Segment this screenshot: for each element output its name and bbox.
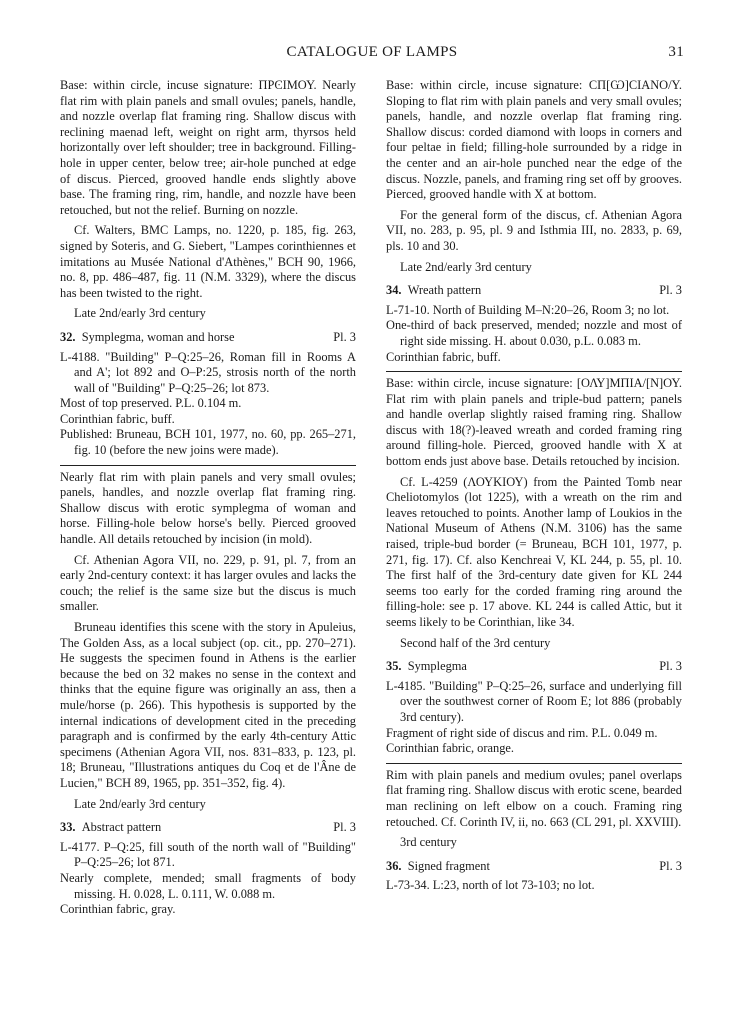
left-column (60, 78, 356, 924)
entry-32-published: Published: Bruneau, BCH 101, 1977, no. 60, pp. 265–271, fig. 10 (before the new joins were made). (60, 427, 356, 458)
entry-33-description: Base: within circle, incuse signature: CΠ[Ѡ]CIANO/Y. Sloping to flat rim with plain panels and very small ovules; panels, handle, and nozzle overlap flat framing ring. Shallow discus: corded diamond with loops in corners and four peltae in field; filling-hole surrounded by a ridge in the center and an air-hole punched near the edge of the discus. Nozzle, panels, and framing ring set off by grooves. Pierced, grooved handle with X at bottom. (386, 78, 682, 202)
entry-35-title: Symplegma (407, 659, 467, 674)
entry-33-fabric: Corinthian fabric, gray. (60, 902, 176, 917)
entry-33-date: Late 2nd/early 3rd century (400, 259, 532, 274)
entry-32-comparanda: Cf. Athenian Agora VII, no. 229, p. 91, pl. 7, from an early 2nd-century context: it has larger ovules and lacks the couch; the relief is the same size but the discus is much smaller. (60, 552, 356, 614)
entry-33-metadata (60, 840, 356, 918)
entry-31-date: Late 2nd/early 3rd century (74, 306, 206, 321)
entry-35-preservation: Fragment of right side of discus and rim. P.L. 0.049 m. (386, 725, 658, 740)
entry-34-description: Base: within circle, incuse signature: [ΟΛΥ]ΜΠΙΑ/[Ν]ΟΥ. Flat rim with plain panels and triple-bud pattern; panels and handle overlap slightly raised framing ring. Shallow discus with 18(?)-leaved wreath and corded framing ring around filling-hole. Pierced, grooved handle with X at bottom ends just above base. Details retouched by incision. (386, 376, 682, 469)
entry-36-number: 36. (386, 858, 402, 873)
entry-32-discussion: Bruneau identifies this scene with the story in Apuleius, The Golden Ass, as a local subject (op. cit., pp. 270–271). He suggests the specimen found in Athens is the earlier because the bed on 32 makes no sense in the context and thinks that the equine figure was originally an ass, then a mule/horse (p. 266). This hypothesis is supported by the internal indications of development cited in the preceding paragraph and is confirmed by the early 4th-century Attic specimens (Athenian Agora VII, nos. 831–833, p. 123, pl. 18; Bruneau, "Illustrations antiques du Coq et de l'Âne de Lucien," BCH 89, 1965, pp. 351–352, fig. 4). (60, 620, 356, 790)
entry-36-inventory: L-73-34. L:23, north of lot 73-103; no lot. (386, 878, 595, 893)
entry-31-comparanda: Cf. Walters, BMC Lamps, no. 1220, p. 185, fig. 263, signed by Soteris, and G. Siebert, "Lampes corinthiennes et imitations au Musée National d'Athènes," BCH 90, 1966, no. 8, pp. 486–487, fig. 11 (N.M. 3329), where the discus has been twisted to the right. (60, 223, 356, 300)
entry-35-plate: Pl. 3 (659, 659, 682, 674)
entry-31-description: Base: within circle, incuse signature: ΠΡϾΙΜΟΥ. Nearly flat rim with plain panels and small ovules; panels, handle, and nozzle overlap flat framing ring. Shallow discus with reclining maenad left, weight on right arm, thyrsos held horizontally over left shoulder; tree in background. Filling-hole in upper center, below tree; air-hole punched at edge of discus. Pierced, grooved handle ends slightly above base. The framing ring, rim, handle, and nozzle have been retouched, but not the relief. Burning on nozzle. (60, 78, 356, 217)
entry-35-metadata (386, 679, 682, 757)
entry-32-description: Nearly flat rim with plain panels and very small ovules; panels, handles, and nozzle overlap flat framing ring. Shallow discus with erotic symplegma of woman and horse. Filling-hole below horse's belly. Pierced grooved handle. All details retouched by incision (in mold). (60, 469, 356, 547)
entry-34-inventory: L-71-10. North of Building M–N:20–26, Room 3; no lot. (386, 302, 670, 317)
entry-35-number: 35. (386, 659, 402, 674)
entry-34-comparanda: Cf. L-4259 (ΛΟΥΚΙΟΥ) from the Painted Tomb near Cheliotomylos (lot 1225), with a wreath on the rim and leaves retouched to points. Another lamp of Loukios in the National Museum of Athens (N.M. 3106) has the same raised, triple-bud border (= Bruneau, BCH 101, 1977, p. 271, fig. 17). Cf. also Kenchreai V, KL 244, p. 55, pl. 10. The first half of the 3rd-century date given for KL 244 seems too early for the corded framing ring around the filling-hole: see p. 17 above. KL 244 is called Attic, but it seems likely to be Corinthian, like 34. (386, 474, 682, 629)
entry-34-plate: Pl. 3 (659, 283, 682, 298)
entry-34-preservation: One-third of back preserved, mended; nozzle and most of right side missing. H. about 0.030, p.L. 0.083 m. (386, 318, 682, 348)
entry-36-heading (386, 859, 682, 875)
entry-33-preservation: Nearly complete, mended; small fragments of body missing. H. 0.028, L. 0.111, W. 0.088 m. (60, 870, 356, 901)
entry-34-date: Second half of the 3rd century (400, 635, 551, 650)
entry-34-fabric: Corinthian fabric, buff. (386, 349, 501, 364)
right-column (386, 78, 682, 900)
entry-35-divider (386, 763, 682, 764)
entry-35-inventory: L-4185. "Building" P–Q:25–26, surface and underlying fill over the southwest corner of Room E; lot 886 (probably 3rd century). (386, 678, 682, 724)
entry-32-number: 32. (60, 329, 76, 344)
entry-33-comparanda: For the general form of the discus, cf. Athenian Agora VII, no. 283, p. 95, pl. 9 and Isthmia III, no. 2833, p. 69, pls. 10 and 30. (386, 207, 682, 253)
entry-32-plate: Pl. 3 (333, 329, 356, 344)
entry-36-title: Signed fragment (407, 858, 490, 873)
running-title: CATALOGUE OF LAMPS (286, 44, 458, 60)
entry-36-metadata (386, 878, 682, 894)
entry-34-heading (386, 283, 682, 299)
entry-34-metadata (386, 303, 682, 365)
entry-33-inventory: L-4177. P–Q:25, fill south of the north wall of "Building" P–Q:25–26; lot 871. (60, 839, 356, 870)
entry-35-description: Rim with plain panels and medium ovules; panel overlaps flat framing ring. Shallow discus with erotic scene, bearded man reclining on left elbow on a couch. Framing ring retouched. Cf. Corinth IV, ii, no. 663 (CL 291, pl. XXVIII). (386, 767, 682, 829)
entry-33-heading (60, 820, 356, 836)
entry-32-divider (60, 465, 356, 466)
entry-33-number: 33. (60, 820, 76, 835)
entry-32-fabric: Corinthian fabric, buff. (60, 411, 175, 426)
entry-32-preservation: Most of top preserved. P.L. 0.104 m. (60, 396, 242, 411)
entry-32-metadata (60, 350, 356, 459)
running-head (60, 44, 684, 64)
entry-35-fabric: Corinthian fabric, orange. (386, 741, 514, 756)
entry-35-date: 3rd century (400, 835, 457, 850)
entry-32-heading (60, 330, 356, 346)
entry-32-title: Symplegma, woman and horse (81, 329, 235, 344)
entry-34-title: Wreath pattern (407, 283, 482, 298)
entry-32-date: Late 2nd/early 3rd century (74, 796, 206, 811)
page-number: 31 (668, 44, 684, 60)
entry-32-inventory: L-4188. "Building" P–Q:25–26, Roman fill in Rooms A and A'; lot 892 and O–P:25, strosis north of the north wall of "Building" P–Q:25–26; lot 873. (60, 349, 356, 395)
entry-35-heading (386, 659, 682, 675)
entry-33-plate: Pl. 3 (333, 820, 356, 835)
entry-36-plate: Pl. 3 (659, 858, 682, 873)
entry-33-title: Abstract pattern (81, 820, 162, 835)
entry-34-divider (386, 371, 682, 372)
entry-34-number: 34. (386, 283, 402, 298)
